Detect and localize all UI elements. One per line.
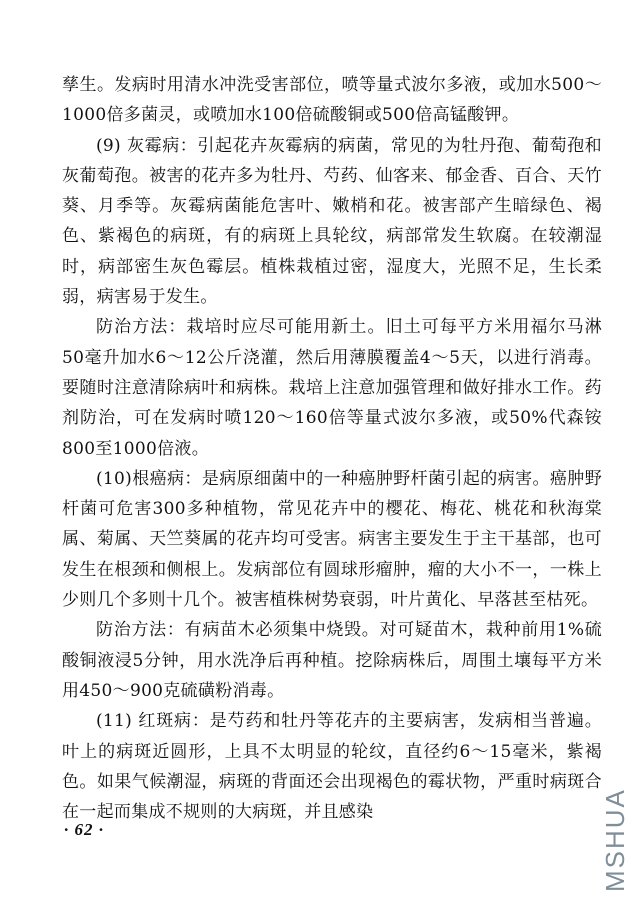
watermark-text: MSHUA	[600, 788, 630, 892]
paragraph: 孳生。发病时用清水冲洗受害部位，喷等量式波尔多液，或加水500～1000倍多菌灵，或喷加水100倍硫酸铜或500倍高锰酸钾。	[62, 75, 602, 126]
watermark	[594, 760, 634, 900]
paragraph: (10)根癌病：是病原细菌中的一种癌肿野杆菌引起的病害。癌肿野杆菌可危害300多种植物，常见花卉中的樱花、梅花、桃花和秋海棠属、菊属、天竺葵属的花卉均可受害。病害主要发生于主干基部，也可发生在根颈和侧根上。发病部位有圆球形瘤肿，瘤的大小不一，一株上少则几个多则十几个。被害植株树势衰弱，叶片黄化、早落甚至枯死。	[62, 468, 602, 611]
paragraph: (9) 灰霉病：引起花卉灰霉病的病菌，常见的为牡丹孢、葡萄孢和灰葡萄孢。被害的花卉多为牡丹、芍药、仙客来、郁金香、百合、天竹葵、月季等。灰霉病菌能危害叶、嫩梢和花。被害部产生暗绿色、褐色、紫褐色的病斑，有的病斑上具轮纹，病部常发生软腐。在较潮湿时，病部密生灰色霉层。植株栽植过密，湿度大，光照不足，生长柔弱，病害易于发生。	[62, 135, 602, 308]
paragraph: 防治方法：有病苗木必须集中烧毁。对可疑苗木，栽种前用1%硫酸铜液浸5分钟，用水洗净后再种植。挖除病株后，周围土壤每平方米用450～900克硫磺粉消毒。	[62, 620, 602, 701]
body-text	[62, 70, 602, 827]
paragraph: (11) 红斑病：是芍药和牡丹等花卉的主要病害，发病相当普遍。叶上的病斑近圆形，上具不太明显的轮纹，直径约6～15毫米，紫褐色。如果气候潮湿，病斑的背面还会出现褐色的霉状物，严重时病斑合在一起而集成不规则的大病斑，并且感染	[62, 711, 602, 823]
paragraph: 防治方法：栽培时应尽可能用新土。旧土可每平方米用福尔马淋50毫升加水6～12公斤浇灌，然后用薄膜覆盖4～5天，以进行消毒。要随时注意清除病叶和病株。栽培上注意加强管理和做好排水工作。药剂防治，可在发病时喷120～160倍等量式波尔多液，或50%代森铵800至1000倍液。	[62, 317, 602, 459]
page-number: · 62 ·	[64, 820, 104, 839]
